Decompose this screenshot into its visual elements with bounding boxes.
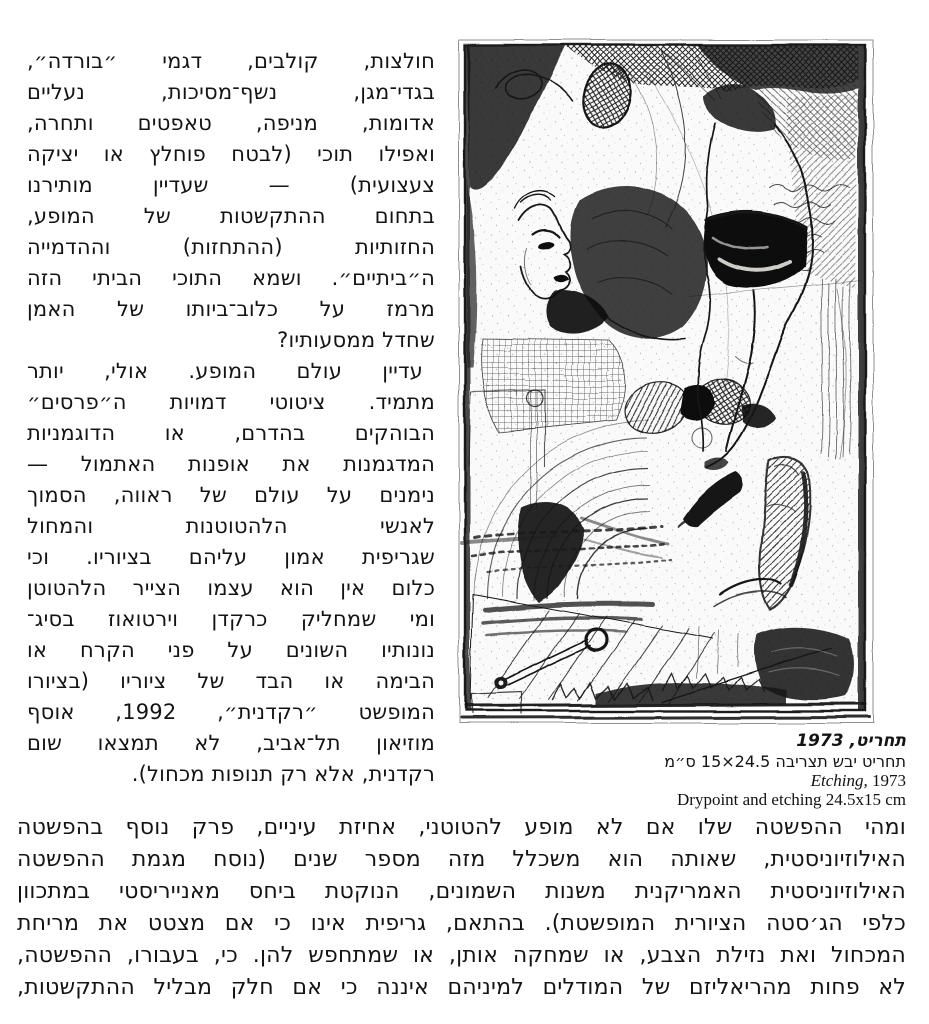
text-line: הבוהקים בהדרם, או הדוגמניות [27, 421, 435, 445]
caption-year-english: 1973 [872, 771, 906, 790]
caption-title-hebrew: תחריט, 1973 [796, 731, 906, 751]
caption-medium-english: Drypoint and etching 24.5x15 cm [677, 790, 906, 809]
text-line: כלפי הג׳סטה הציורית המופשטת). בהתאם, גריפית אינו כי אם מצטט את מריחת [17, 911, 906, 936]
text-line: האילוזיוניסטית האמריקנית משנות השמונים, הנוקטת ביחס מאנייריסטי במתכוון [17, 879, 906, 904]
text-line: אדומות, מניפה, טאפטים ותחרה, [27, 111, 435, 135]
text-line: נונותיו השונים על פני הקרח או [27, 638, 435, 662]
text-line: הבימה או הבד של ציוריו (בציורו [27, 669, 435, 693]
text-line: מרמז על כלוב־ביותו של האמן [27, 297, 435, 321]
text-line: צעצועית) — שעדיין מותירנו [27, 173, 435, 197]
text-line: חולצות, קולבים, דגמי ״בורדה״, [27, 49, 435, 73]
text-line: ואפילו תוכי (לבטח פוחלץ או יציקה [27, 142, 435, 166]
artwork-caption [664, 731, 906, 809]
text-line: החזותיות (ההתחזות) וההדמייה [27, 235, 435, 259]
caption-title-english [664, 771, 906, 790]
caption-medium-hebrew: תחריט יבש תצריבה 24.5×15 ס״מ [664, 752, 906, 771]
text-line: נימנים על עולם של ראווה, הסמוך [27, 483, 435, 507]
text-line: שחדל ממסעותיו? [277, 328, 435, 352]
text-line: לא פחות מהריאליזם של המודלים למיניהם איננה כי אם חלק מבליל ההתקשטות, [17, 975, 906, 1000]
text-line: ומהי ההפשטה שלו אם לא מופע להטוטני, אחיזת עיניים, פרק נוסף בהפשטה [17, 815, 906, 840]
text-line: מוזיאון תל־אביב, לא תמצאו שום [27, 731, 435, 755]
text-line: המכחול ואת נזילת הצבע, או שמחקה אותן, או שמתחפש להן. כי, בעבורו, ההפשטה, [17, 943, 906, 968]
bottom-paragraph [17, 812, 906, 1004]
text-line: המופשט ״רקדנית״, 1992, אוסף [27, 700, 435, 724]
text-line: רקדנית, אלא רק תנופות מכחול). [131, 762, 435, 786]
text-line: בתחום ההתקשטות של המופע, [27, 204, 435, 228]
etching-image [457, 38, 876, 727]
text-line: לאנשי הלהטוטנות והמחול [27, 514, 435, 538]
text-line: האילוזיוניסטית, שאותה הוא משכלל מזה מספר שנים (נוסח מגמת ההפשטה [17, 847, 906, 872]
caption-title-english-italic: Etching, [810, 771, 868, 790]
article-column [27, 46, 435, 790]
text-line: המדגמנות את אופנות האתמול — [27, 452, 435, 476]
text-line: כלום אין הוא עצמו הצייר הלהטוטן [27, 576, 435, 600]
etching-artwork [457, 38, 876, 727]
text-line: ומי שמחליק כרקדן וירטואוז בסיג־ [27, 607, 435, 631]
text-line: מתמיד. ציטוטי דמויות ה״פרסים״ [27, 390, 435, 414]
text-line: בגדי־מגן, נשף־מסיכות, נעליים [27, 80, 435, 104]
text-line: עדיין עולם המופע. אולי, יותר [27, 359, 423, 383]
text-line: שגריפית אמון עליהם בציוריו. וכי [27, 545, 435, 569]
text-line: ה״ביתיים״. ושמא התוכי הביתי הזה [27, 266, 435, 290]
